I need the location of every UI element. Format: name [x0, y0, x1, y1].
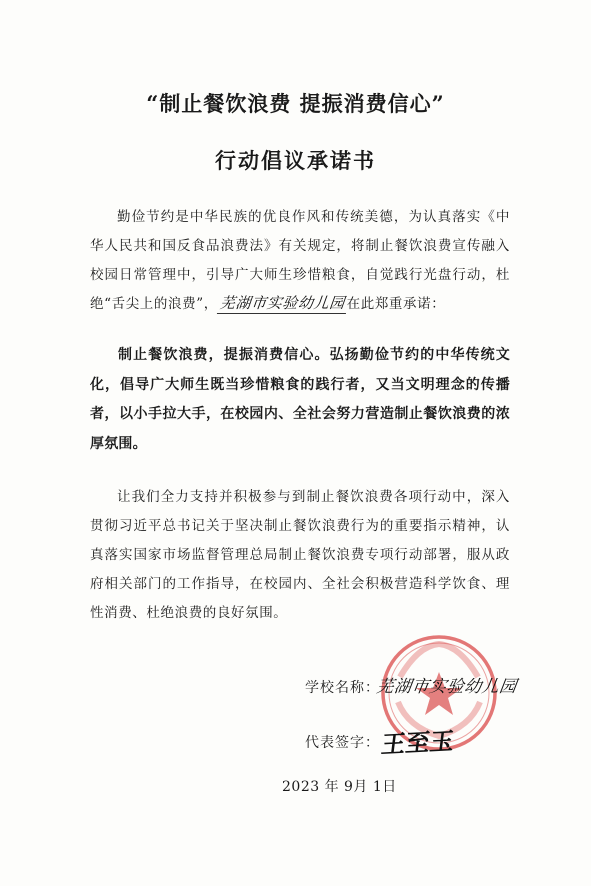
commitment-text: 制止餐饮浪费，提振消费信心。弘扬勤俭节约的中华传统文化，倡导广大师生既当珍惜粮食的践行者，又当文明理念的传播者，以小手拉大手，在校园内、全社会努力营造制止餐饮浪费的浓厚氛围。	[90, 347, 510, 452]
school-name-label: 学校名称：	[305, 680, 380, 696]
document-subtitle: 行动倡议承诺书	[215, 148, 376, 173]
signing-date: 2023 年 9月 1日	[282, 779, 397, 795]
intro-text-end: 在此郑重承诺：	[346, 296, 446, 312]
representative-label: 代表签字：	[305, 735, 380, 751]
document-title: “制止餐饮浪费 提振消费信心”	[146, 91, 445, 116]
representative-signature: 王至玉	[379, 727, 456, 759]
handwritten-school-name-inline: 芜湖市实验幼儿园	[217, 293, 348, 314]
action-text: 让我们全力支持并积极参与到制止餐饮浪费各项行动中，深入贯彻习近平总书记关于坚决制止餐饮浪费行为的重要指示精神，认真落实国家市场监督管理总局制止餐饮浪费专项行动部署，服从政府相关部门的工作指导，在校园内、全社会积极营造科学饮食、理性消费、杜绝浪费的良好氛围。	[90, 489, 510, 621]
intro-text: 勤俭节约是中华民族的优良作风和传统美德，为认真落实《中华人民共和国反食品浪费法》有关规定，将制止餐饮浪费宣传融入校园日常管理中，引导广大师生珍惜粮食，自觉践行光盘行动，杜绝“舌尖上的浪费”，	[90, 209, 510, 312]
handwritten-school-name: 芜湖市实验幼儿园	[375, 677, 519, 697]
